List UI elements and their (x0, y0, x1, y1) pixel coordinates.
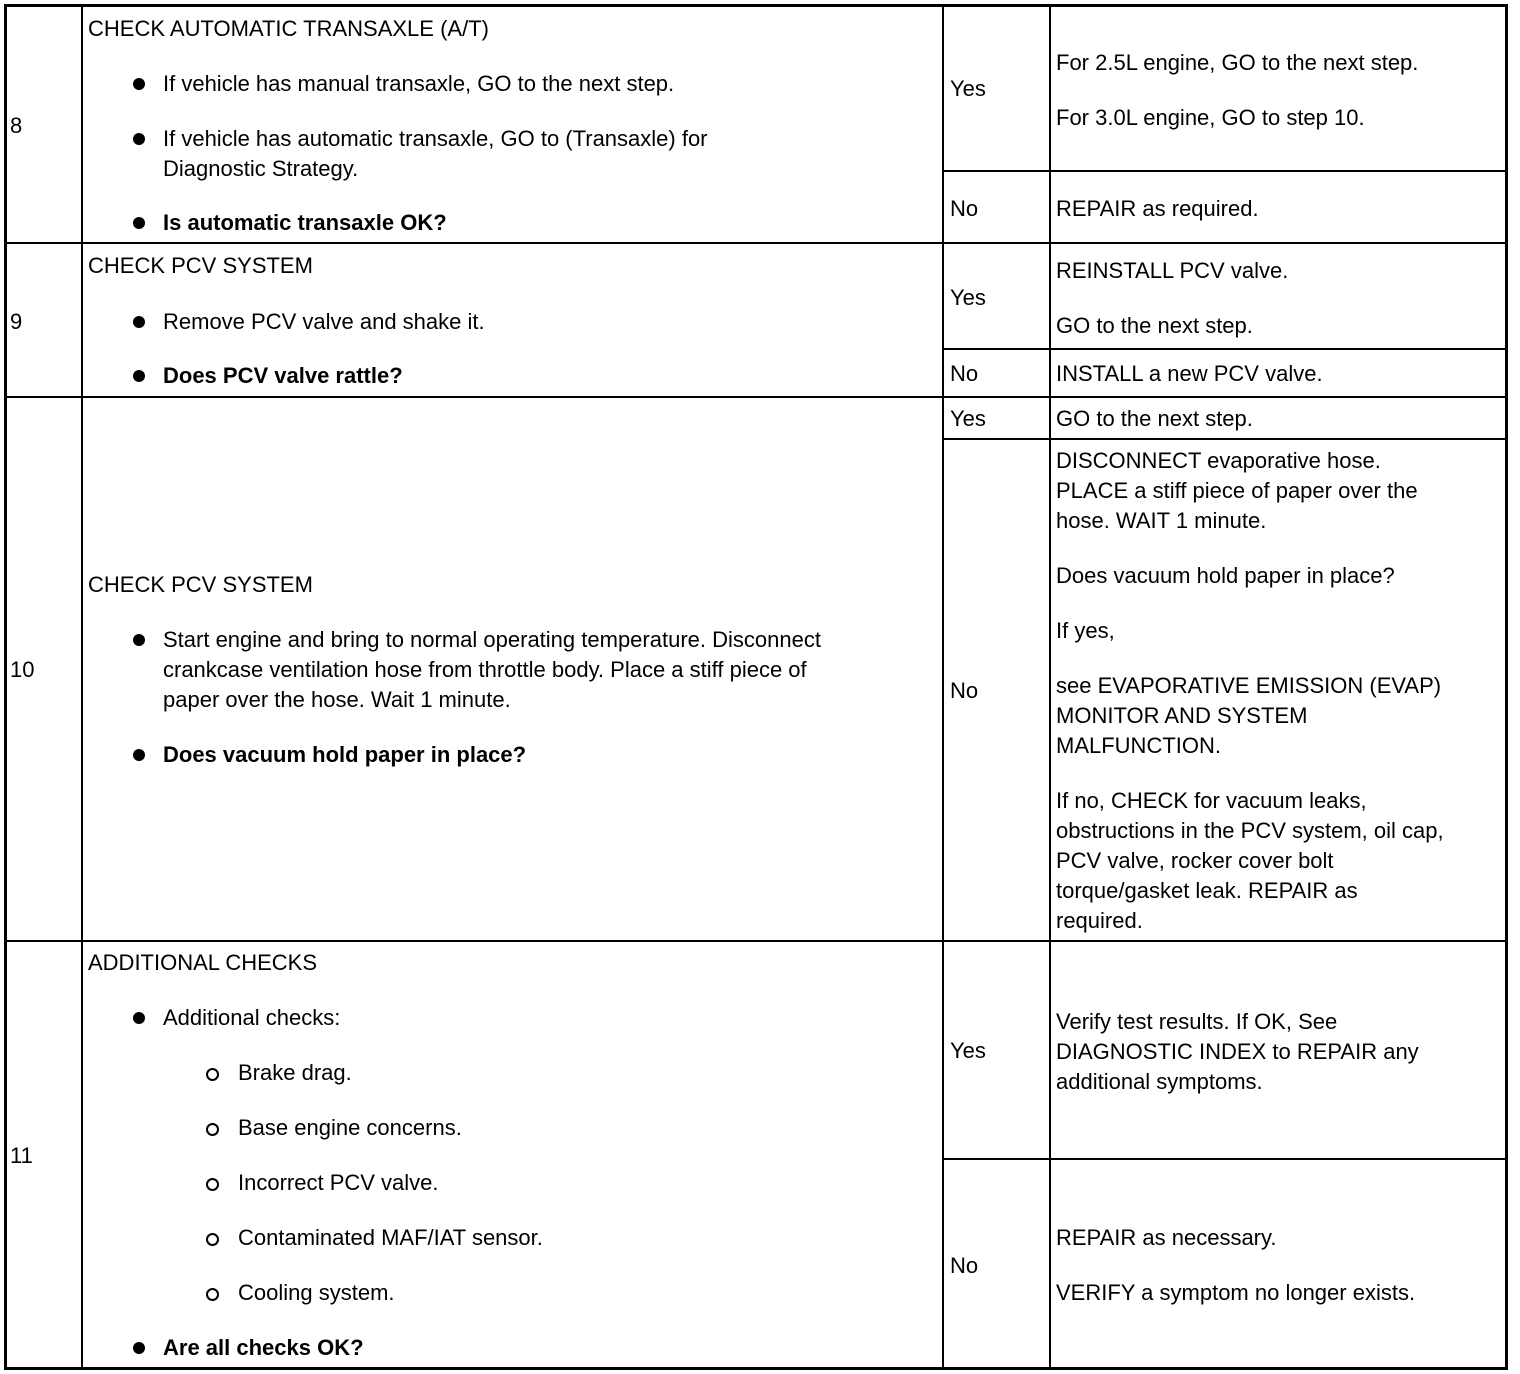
action-text: REINSTALL PCV valve. (1056, 258, 1289, 283)
step-question: Does vacuum hold paper in place? (163, 742, 527, 767)
sub-bullet-icon (206, 1178, 219, 1191)
bullet-icon (133, 1342, 145, 1354)
action-text: DIAGNOSTIC INDEX to REPAIR any (1056, 1039, 1419, 1064)
bullet-icon (133, 634, 145, 646)
action-text: For 2.5L engine, GO to the next step. (1056, 50, 1419, 75)
bullet-icon (133, 370, 145, 382)
row-divider (5, 396, 1508, 398)
bullet-icon (133, 217, 145, 229)
action-text: REPAIR as required. (1056, 196, 1259, 221)
sub-item-text: Brake drag. (238, 1060, 352, 1085)
bullet-icon (133, 1012, 145, 1024)
action-text: hose. WAIT 1 minute. (1056, 508, 1267, 533)
no-label: No (950, 196, 979, 221)
sub-item-text: Cooling system. (238, 1280, 395, 1305)
action-text: additional symptoms. (1056, 1069, 1263, 1094)
action-text: MALFUNCTION. (1056, 733, 1221, 758)
step-question: Is automatic transaxle OK? (163, 210, 447, 235)
no-label: No (950, 1253, 979, 1278)
bullet-text: If vehicle has manual transaxle, GO to the next step. (163, 71, 675, 96)
step-question: Are all checks OK? (163, 1335, 364, 1360)
bullet-text: paper over the hose. Wait 1 minute. (163, 687, 511, 712)
column-divider (81, 5, 83, 1369)
action-text: MONITOR AND SYSTEM (1056, 703, 1308, 728)
action-text: Does vacuum hold paper in place? (1056, 563, 1395, 588)
action-text: GO to the next step. (1056, 313, 1253, 338)
column-divider (1049, 5, 1051, 1369)
step-number: 11 (10, 1143, 33, 1168)
yes-label: Yes (950, 406, 986, 431)
action-text: PLACE a stiff piece of paper over the (1056, 478, 1418, 503)
action-text: Verify test results. If OK, See (1056, 1009, 1338, 1034)
action-text: For 3.0L engine, GO to step 10. (1056, 105, 1365, 130)
step-number: 10 (10, 657, 35, 682)
column-divider (942, 5, 944, 1369)
bullet-text: crankcase ventilation hose from throttle body. Place a stiff piece of (163, 657, 807, 682)
answer-divider (942, 438, 1508, 440)
sub-item-text: Incorrect PCV valve. (238, 1170, 439, 1195)
step-question: Does PCV valve rattle? (163, 363, 403, 388)
answer-divider (942, 348, 1508, 350)
bullet-text: Diagnostic Strategy. (163, 156, 359, 181)
no-label: No (950, 361, 979, 386)
yes-label: Yes (950, 76, 986, 101)
yes-label: Yes (950, 285, 986, 310)
sub-bullet-icon (206, 1068, 219, 1081)
action-text: REPAIR as necessary. (1056, 1225, 1277, 1250)
sub-item-text: Contaminated MAF/IAT sensor. (238, 1225, 543, 1250)
action-text: obstructions in the PCV system, oil cap, (1056, 818, 1444, 843)
step-number: 9 (10, 309, 23, 334)
answer-divider (942, 1158, 1508, 1160)
bullet-text: Additional checks: (163, 1005, 341, 1030)
action-text: If no, CHECK for vacuum leaks, (1056, 788, 1367, 813)
action-text: required. (1056, 908, 1143, 933)
bullet-text: If vehicle has automatic transaxle, GO to (Transaxle) for (163, 126, 708, 151)
action-text: INSTALL a new PCV valve. (1056, 361, 1323, 386)
sub-item-text: Base engine concerns. (238, 1115, 462, 1140)
answer-divider (942, 170, 1508, 172)
sub-bullet-icon (206, 1288, 219, 1301)
bullet-icon (133, 78, 145, 90)
step-number: 8 (10, 113, 23, 138)
no-label: No (950, 678, 979, 703)
step-title: ADDITIONAL CHECKS (88, 950, 318, 975)
bullet-icon (133, 316, 145, 328)
yes-label: Yes (950, 1038, 986, 1063)
sub-bullet-icon (206, 1123, 219, 1136)
action-text: DISCONNECT evaporative hose. (1056, 448, 1381, 473)
action-text: If yes, (1056, 618, 1115, 643)
bullet-icon (133, 749, 145, 761)
sub-bullet-icon (206, 1233, 219, 1246)
step-title: CHECK PCV SYSTEM (88, 253, 313, 278)
action-text: see EVAPORATIVE EMISSION (EVAP) (1056, 673, 1442, 698)
step-title: CHECK AUTOMATIC TRANSAXLE (A/T) (88, 16, 489, 41)
bullet-text: Start engine and bring to normal operating temperature. Disconnect (163, 627, 821, 652)
action-text: VERIFY a symptom no longer exists. (1056, 1280, 1416, 1305)
action-text: PCV valve, rocker cover bolt (1056, 848, 1334, 873)
bullet-text: Remove PCV valve and shake it. (163, 309, 485, 334)
action-text: torque/gasket leak. REPAIR as (1056, 878, 1358, 903)
row-divider (5, 940, 1508, 942)
row-divider (5, 242, 1508, 244)
action-text: GO to the next step. (1056, 406, 1253, 431)
bullet-icon (133, 133, 145, 145)
step-title: CHECK PCV SYSTEM (88, 572, 313, 597)
